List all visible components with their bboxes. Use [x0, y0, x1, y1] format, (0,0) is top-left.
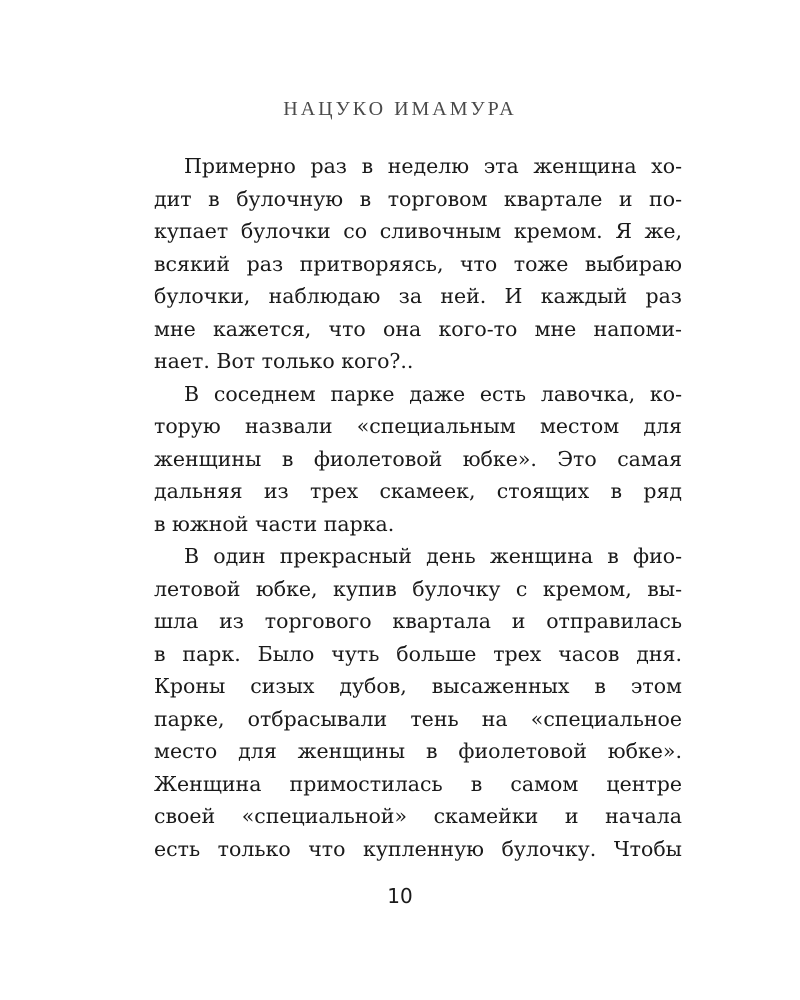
text-line: Примерно раз в неделю эта женщина хо-	[184, 154, 682, 178]
text-line: шла из торгового квартала и отправилась	[154, 609, 682, 633]
text-line: торую назвали «специальным местом для	[154, 414, 682, 438]
text-line: дит в булочную в торговом квартале и по-	[154, 186, 682, 211]
text-line: в южной части парка.	[154, 511, 395, 536]
body-text	[154, 150, 682, 865]
text-line: дальняя из трех скамеек, стоящих в ряд	[154, 479, 682, 503]
text-line: своей «специальной» скамейки и начала	[154, 804, 682, 828]
text-line: летовой юбке, купив булочку с кремом, вы-	[154, 576, 682, 601]
text-line: купает булочки со сливочным кремом. Я же,	[154, 219, 682, 243]
text-line: В соседнем парке даже есть лавочка, ко-	[184, 381, 682, 406]
page-number: 10	[387, 884, 413, 908]
text-line: Женщина примостилась в самом центре	[154, 771, 682, 796]
text-line: женщины в фиолетовой юбке». Это самая	[154, 446, 682, 471]
text-line: есть только что купленную булочку. Чтобы	[154, 836, 682, 861]
text-line: мне кажется, что она кого-то мне напоми-	[154, 316, 682, 341]
text-line: нает. Вот только кого?..	[154, 349, 414, 373]
text-line: В один прекрасный день женщина в фио-	[184, 544, 682, 568]
text-line: Кроны сизых дубов, высаженных в этом	[154, 674, 682, 698]
running-header: НАЦУКО ИМАМУРА	[283, 98, 517, 120]
text-line: место для женщины в фиолетовой юбке».	[154, 739, 682, 763]
text-line: булочки, наблюдаю за ней. И каждый раз	[154, 284, 682, 308]
text-line: всякий раз притворяясь, что тоже выбираю	[154, 251, 682, 276]
text-line: в парк. Было чуть больше трех часов дня.	[154, 641, 682, 666]
text-line: парке, отбрасывали тень на «специальное	[154, 706, 682, 731]
